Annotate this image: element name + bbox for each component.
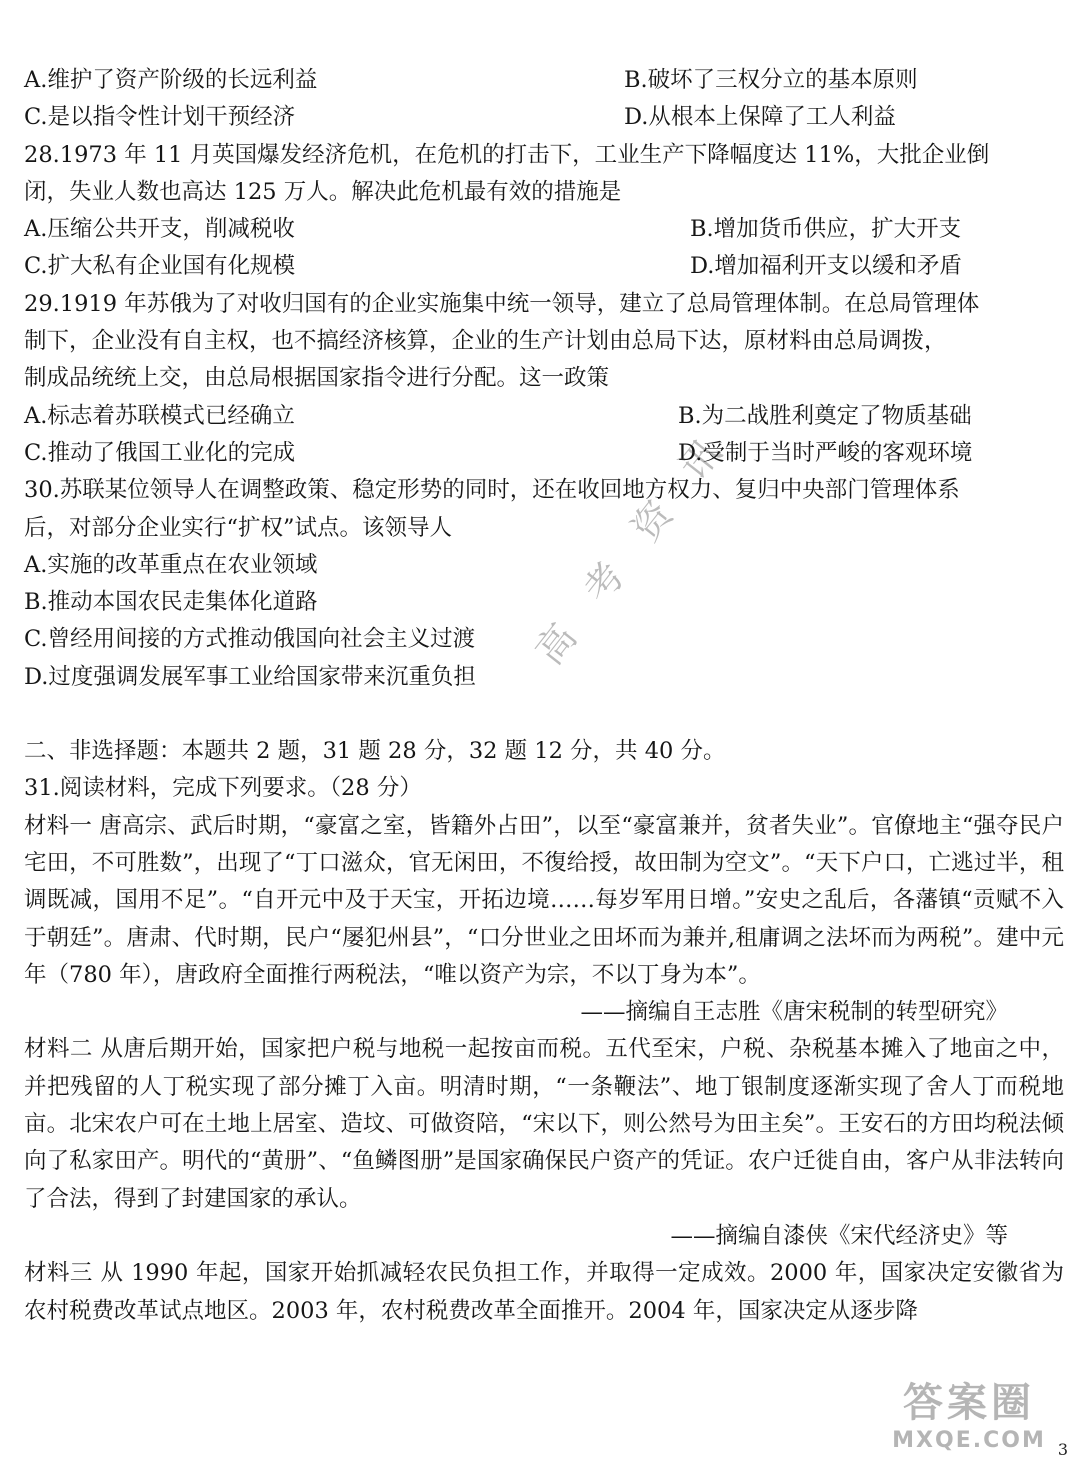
material1-text: 材料一 唐高宗、武后时期，“豪富之室，皆籍外占田”，以至“豪富兼并，贫者失业”。官僚地主“强夺民户宅田，不可胜数”，出现了“丁口滋众，官无闲田，不復给授，故田制为空文”。“天下户口，亡逃过半，租调既减，国用不足”。“自开元中及于天宝，开拓边境……每岁军用日增。”安史之乱后，各藩镇“贡赋不入于朝廷”。唐肃、代时期，民户“屡犯州县”，“口分世业之田坏而为兼并,租庸调之法坏而为两税”。建中元年（780 年），唐政府全面推行两税法，“唯以资产为宗，不以丁身为本”。	[24, 812, 1064, 988]
q29-options-row2	[24, 435, 1064, 472]
watermark-stamp: 高 考 资 讯	[527, 419, 738, 673]
q27-option-c: C.是以指令性计划干预经济	[24, 104, 296, 131]
q30-option-b: B.推动本国农民走集体化道路	[24, 589, 318, 616]
logo-domain: MXQE.COM	[892, 1428, 1046, 1453]
q29-stem-line1: 29.1919 年苏俄为了对收归国有的企业实施集中统一领导，建立了总局管理体制。在总局管理体	[24, 290, 980, 317]
q30-option-a: A.实施的改革重点在农业领域	[24, 551, 318, 578]
q29-stem-line2: 制下，企业没有自主权，也不搞经济核算，企业的生产计划由总局下达，原材料由总局调拨，	[24, 328, 947, 355]
q30-stem-line2: 后，对部分企业实行“扩权”试点。该领导人	[24, 514, 453, 541]
q29-option-b: B.为二战胜利奠定了物质基础	[678, 402, 972, 429]
q28-option-c: C.扩大私有企业国有化规模	[24, 253, 296, 280]
q28-options-row1	[24, 211, 1064, 248]
page-number: 3	[1057, 1440, 1068, 1459]
material1-source: ——摘编自王志胜《唐宋税制的转型研究》	[580, 999, 1008, 1026]
q28-options-row2	[24, 248, 1064, 285]
q29-option-d: D.受制于当时严峻的客观环境	[678, 439, 973, 466]
q27-option-a: A.维护了资产阶级的长远利益	[24, 67, 318, 93]
section-gap	[24, 696, 1064, 733]
q28-stem-line1: 28.1973 年 11 月英国爆发经济危机，在危机的打击下，工业生产下降幅度达 11%，大批企业倒	[24, 141, 990, 168]
q29-option-a: A.标志着苏联模式已经确立	[24, 402, 295, 429]
q28-option-d: D.增加福利开支以缓和矛盾	[690, 253, 962, 280]
q27-option-b: B.破坏了三权分立的基本原则	[624, 67, 918, 93]
material2-source: ——摘编自漆侠《宋代经济史》等	[670, 1222, 1008, 1249]
q27-option-d: D.从根本上保障了工人利益	[624, 104, 896, 131]
q30-stem-line1: 30.苏联某位领导人在调整政策、稳定形势的同时，还在收回地方权力、复归中央部门管理体系	[24, 477, 960, 504]
q27-options-row2	[24, 99, 1064, 136]
q29-stem-line3: 制成品统统上交，由总局根据国家指令进行分配。这一政策	[24, 365, 610, 392]
q29-option-c: C.推动了俄国工业化的完成	[24, 439, 296, 466]
logo-title: 答案圈	[903, 1380, 1035, 1426]
q30-option-c: C.曾经用间接的方式推动俄国向社会主义过渡	[24, 626, 476, 653]
section2-heading: 二、非选择题：本题共 2 题，31 题 28 分，32 题 12 分，共 40 分。	[24, 738, 726, 765]
material2-text: 材料二 从唐后期开始，国家把户税与地税一起按亩而税。五代至宋，户税、杂税基本摊入了地亩之中，并把残留的人丁税实现了部分摊丁入亩。明清时期，“一条鞭法”、地丁银制度逐渐实现了舍人丁而税地亩。北宋农户可在土地上居室、造坟、可做资陪，“宋以下，则公然号为田主矣”。王安石的方田均税法倾向了私家田产。明代的“黄册”、“鱼鳞图册”是国家确保民户资产的凭证。农户迁徙自由，客户从非法转向了合法，得到了封建国家的承认。	[24, 1036, 1064, 1212]
q31-prompt: 31.阅读材料，完成下列要求。（28 分）	[24, 775, 422, 802]
exam-page	[24, 62, 1064, 1330]
q28-option-b: B.增加货币供应，扩大开支	[690, 216, 962, 243]
material3-text: 材料三 从 1990 年起，国家开始抓减轻农民负担工作，并取得一定成效。2000 年，国家决定安徽省为农村税费改革试点地区。2003 年，农村税费改革全面推开。2004 年，国家决定从逐步降	[24, 1260, 1064, 1324]
q30-option-d: D.过度强调发展军事工业给国家带来沉重负担	[24, 663, 476, 690]
q27-options-row1	[24, 62, 1064, 99]
q29-options-row1	[24, 398, 1064, 435]
site-logo	[884, 1371, 1054, 1451]
q28-option-a: A.压缩公共开支，削减税收	[24, 216, 295, 243]
q28-stem-line2: 闭，失业人数也高达 125 万人。解决此危机最有效的措施是	[24, 178, 622, 205]
